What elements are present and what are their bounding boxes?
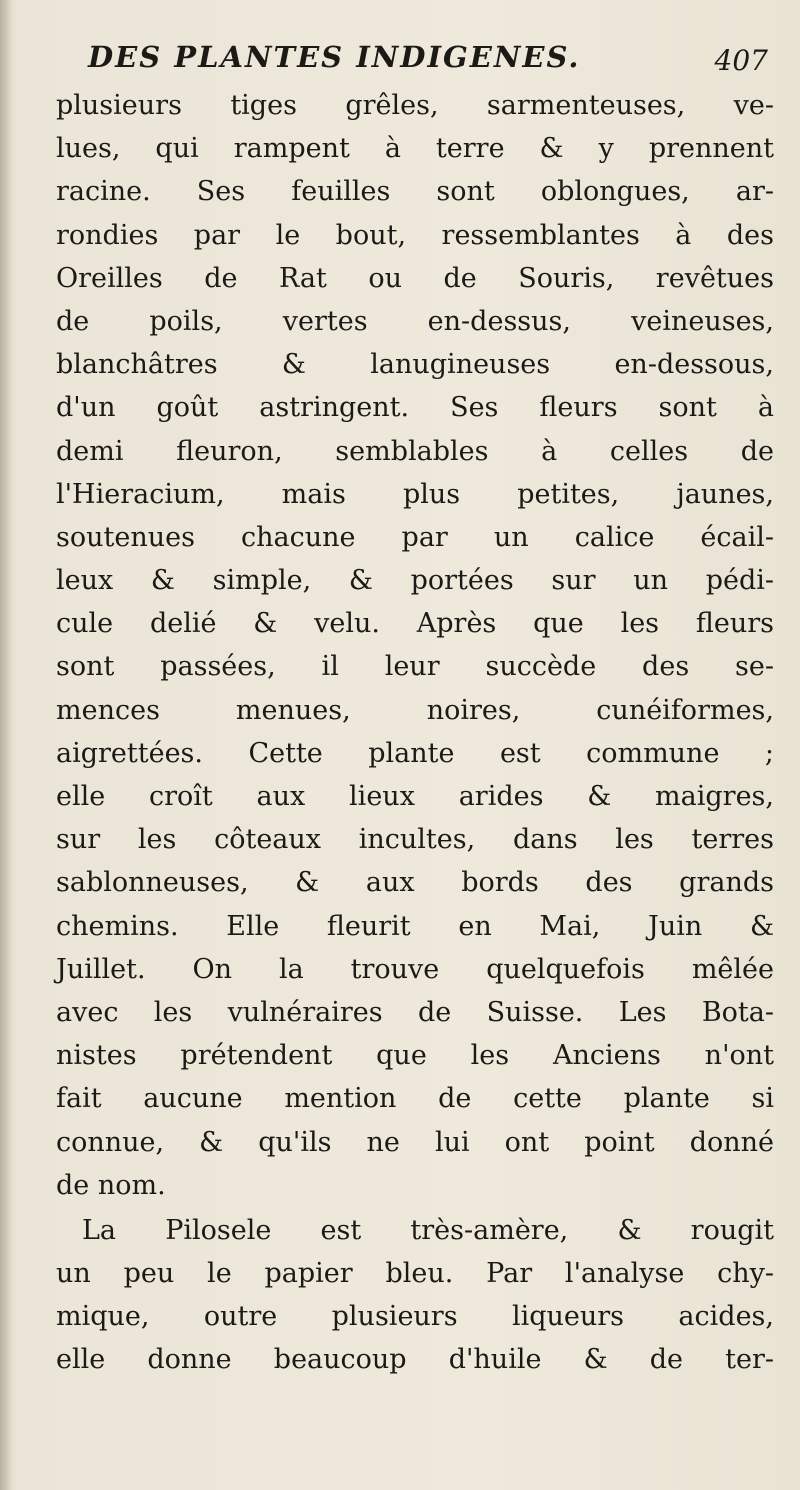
text-line: avec les vulnéraires de Suisse. Les Bota- xyxy=(56,996,774,1028)
text-line: rondies par le bout, ressemblantes à des xyxy=(56,219,774,251)
text-line: de nom. xyxy=(56,1169,166,1201)
text-line: Oreilles de Rat ou de Souris, revêtues xyxy=(56,262,774,294)
paragraph-2 xyxy=(56,1209,774,1382)
paragraph-1 xyxy=(56,84,774,1207)
text-line: l'Hieracium, mais plus petites, jaunes, xyxy=(56,478,774,510)
text-line: elle croît aux lieux arides & maigres, xyxy=(56,781,774,812)
text-line: un peu le papier bleu. Par l'analyse chy- xyxy=(56,1258,774,1290)
text-line: cule delié & velu. Après que les fleurs xyxy=(56,608,774,640)
text-line: nistes prétendent que les Anciens n'ont xyxy=(56,1040,774,1072)
text-line: connue, & qu'ils ne lui ont point donné xyxy=(56,1126,774,1158)
text-line: plusieurs tiges grêles, sarmenteuses, ve- xyxy=(56,90,774,121)
text-line: chemins. Elle fleurit en Mai, Juin & xyxy=(56,910,774,942)
page-number: 407 xyxy=(714,44,768,77)
text-line: aigrettées. Cette plante est commune ; xyxy=(56,737,774,769)
text-line: fait aucune mention de cette plante si xyxy=(56,1083,774,1115)
body-text xyxy=(56,84,774,1382)
text-line: leux & simple, & portées sur un pédi- xyxy=(56,565,774,597)
text-line: elle donne beaucoup d'huile & de ter- xyxy=(56,1344,774,1376)
running-title: DES PLANTES INDIGENES. xyxy=(88,40,581,74)
text-line: mences menues, noires, cunéiformes, xyxy=(56,694,774,726)
text-line: racine. Ses feuilles sont oblongues, ar- xyxy=(56,176,774,208)
text-line: demi fleuron, semblables à celles de xyxy=(56,435,774,467)
text-line: soutenues chacune par un calice écail- xyxy=(56,521,774,553)
text-line: sont passées, il leur succède des se- xyxy=(56,651,774,683)
text-line: blanchâtres & lanugineuses en-dessous, xyxy=(56,349,774,381)
text-line: Juillet. On la trouve quelquefois mêlée xyxy=(56,953,774,985)
text-line: La Pilosele est très-amère, & rougit xyxy=(82,1214,774,1246)
text-line: lues, qui rampent à terre & y prennent xyxy=(56,133,774,165)
text-line: sablonneuses, & aux bords des grands xyxy=(56,867,774,899)
page-gutter-shadow xyxy=(0,0,12,1490)
text-line: de poils, vertes en-dessus, veineuses, xyxy=(56,305,774,337)
text-line: sur les côteaux incultes, dans les terres xyxy=(56,824,774,856)
text-line: mique, outre plusieurs liqueurs acides, xyxy=(56,1301,774,1333)
text-line: d'un goût astringent. Ses fleurs sont à xyxy=(56,392,774,424)
